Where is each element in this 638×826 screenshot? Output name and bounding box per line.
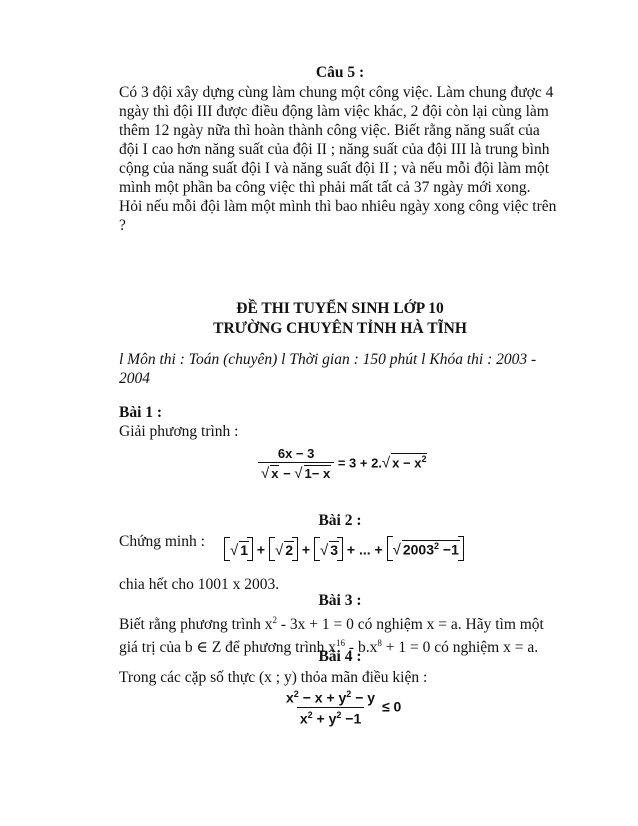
fraction-denominator [297, 707, 364, 727]
relation-sign: ≤ 0 [381, 698, 402, 715]
text-segment: - 3x + 1 = 0 có nghiệm x = a. Hãy tìm một [277, 616, 544, 634]
exponent: 2 [307, 709, 313, 720]
plus-sign: + [256, 541, 266, 558]
exponent: 16 [336, 638, 346, 649]
term: − y [351, 689, 376, 706]
exponent: 2 [421, 454, 427, 465]
bai2-expression [224, 536, 464, 561]
sqrt-sign: √ [320, 541, 329, 559]
text-line: thêm 12 ngày nữa thì hoàn thành công việc. Biết rằng năng suất của [119, 122, 540, 139]
ellipsis-sum: + ... + [346, 541, 383, 558]
floor-term [269, 537, 298, 561]
text-segment: + 1 = 0 có nghiệm x = a. [381, 639, 539, 657]
term: − x + y [298, 689, 347, 706]
cau5-heading: Câu 5 : [315, 64, 365, 81]
exam-info [119, 350, 549, 388]
sqrt-sign: √ [381, 454, 391, 472]
bai2-tail: chia hết cho 1001 x 2003. [119, 576, 280, 593]
text-line: cộng của năng suất đội I và năng suất đội II ; và nếu mỗi đội làm một [119, 160, 550, 177]
radicand [402, 540, 460, 558]
bai1-block [119, 403, 549, 441]
equation-fraction [258, 446, 334, 482]
text-segment: - b.x [345, 639, 378, 657]
radicand-text: x − x [392, 455, 422, 471]
radicand [391, 453, 427, 470]
term: x [299, 710, 308, 727]
radicand: 1 [240, 541, 249, 558]
radicand-text: 2003 [402, 541, 435, 558]
radicand: x [271, 466, 279, 481]
equation-rhs: = 3 + 2. [337, 455, 382, 471]
text-line: mình một phần ba công việc thì phải mất tất cả 37 ngày mới xong. [119, 179, 531, 196]
minus-sign: − [279, 466, 295, 481]
floor-term [387, 536, 464, 561]
text-segment: giá trị của b ∈ Z để phương trình x [119, 639, 337, 657]
bai1-text: Giải phương trình : [119, 423, 239, 440]
radicand: 3 [330, 541, 339, 558]
term: + y [312, 710, 337, 727]
school-title: TRƯỜNG CHUYÊN TỈNH HÀ TĨNH [213, 320, 467, 337]
plus-sign: + [301, 541, 311, 558]
exponent: 2 [346, 689, 352, 699]
sqrt-sign: √ [261, 465, 270, 482]
radicand: 2 [285, 541, 294, 558]
text-line: ? [119, 217, 126, 234]
bai4-inequality [283, 689, 401, 726]
inequality-fraction [283, 689, 378, 726]
fraction-numerator [283, 689, 378, 707]
sqrt-sign: √ [230, 541, 239, 559]
bai4-text: Trong các cặp số thực (x ; y) thỏa mãn điều kiện : [119, 669, 428, 686]
bai1-heading: Bài 1 : [119, 404, 163, 421]
radicand-tail: −1 [439, 541, 459, 558]
exponent: 2 [293, 689, 299, 699]
exponent: 2 [272, 615, 277, 625]
sqrt-sign: √ [294, 465, 303, 482]
text-line: Có 3 đội xây dựng cùng làm chung một công việc. Làm chung được 4 [119, 84, 554, 101]
text-line [119, 611, 549, 634]
fraction-denominator [258, 462, 334, 482]
sqrt-sign: √ [392, 541, 401, 559]
text-line: Hỏi nếu mỗi đội làm một mình thì bao nhiêu ngày xong công việc trên [119, 198, 557, 215]
bai3-heading: Bài 3 : [318, 592, 362, 609]
exponent: 8 [377, 638, 382, 649]
text-segment: Biết rằng phương trình x [119, 616, 273, 634]
bai2-text: Chứng minh : [119, 533, 205, 550]
radicand: 1− x [304, 466, 331, 481]
term: x [286, 689, 294, 706]
cau5-body [119, 83, 557, 235]
exam-info-line: l Môn thi : Toán (chuyên) l Thời gian : 150 phút l Khóa thi : 2003 - [119, 351, 537, 368]
floor-term [224, 537, 253, 561]
sqrt-sign: √ [275, 541, 284, 559]
bai1-equation [258, 446, 427, 482]
exam-title: ĐỀ THI TUYỂN SINH LỚP 10 [236, 300, 444, 317]
exponent: 2 [336, 709, 342, 720]
floor-term [314, 537, 343, 561]
text-line: đội I cao hơn năng suất của đội II ; năng suất của đội III là trung bình [119, 141, 550, 158]
text-line: ngày thì đội III được điều động làm việc khác, 2 đội còn lại cùng làm [119, 103, 549, 120]
bai4-heading: Bài 4 : [318, 648, 362, 665]
exponent: 2 [434, 541, 440, 551]
term: −1 [341, 710, 362, 727]
fraction-numerator: 6x − 3 [277, 446, 315, 461]
bai2-heading: Bài 2 : [318, 512, 362, 529]
exam-info-line: 2004 [119, 370, 150, 387]
